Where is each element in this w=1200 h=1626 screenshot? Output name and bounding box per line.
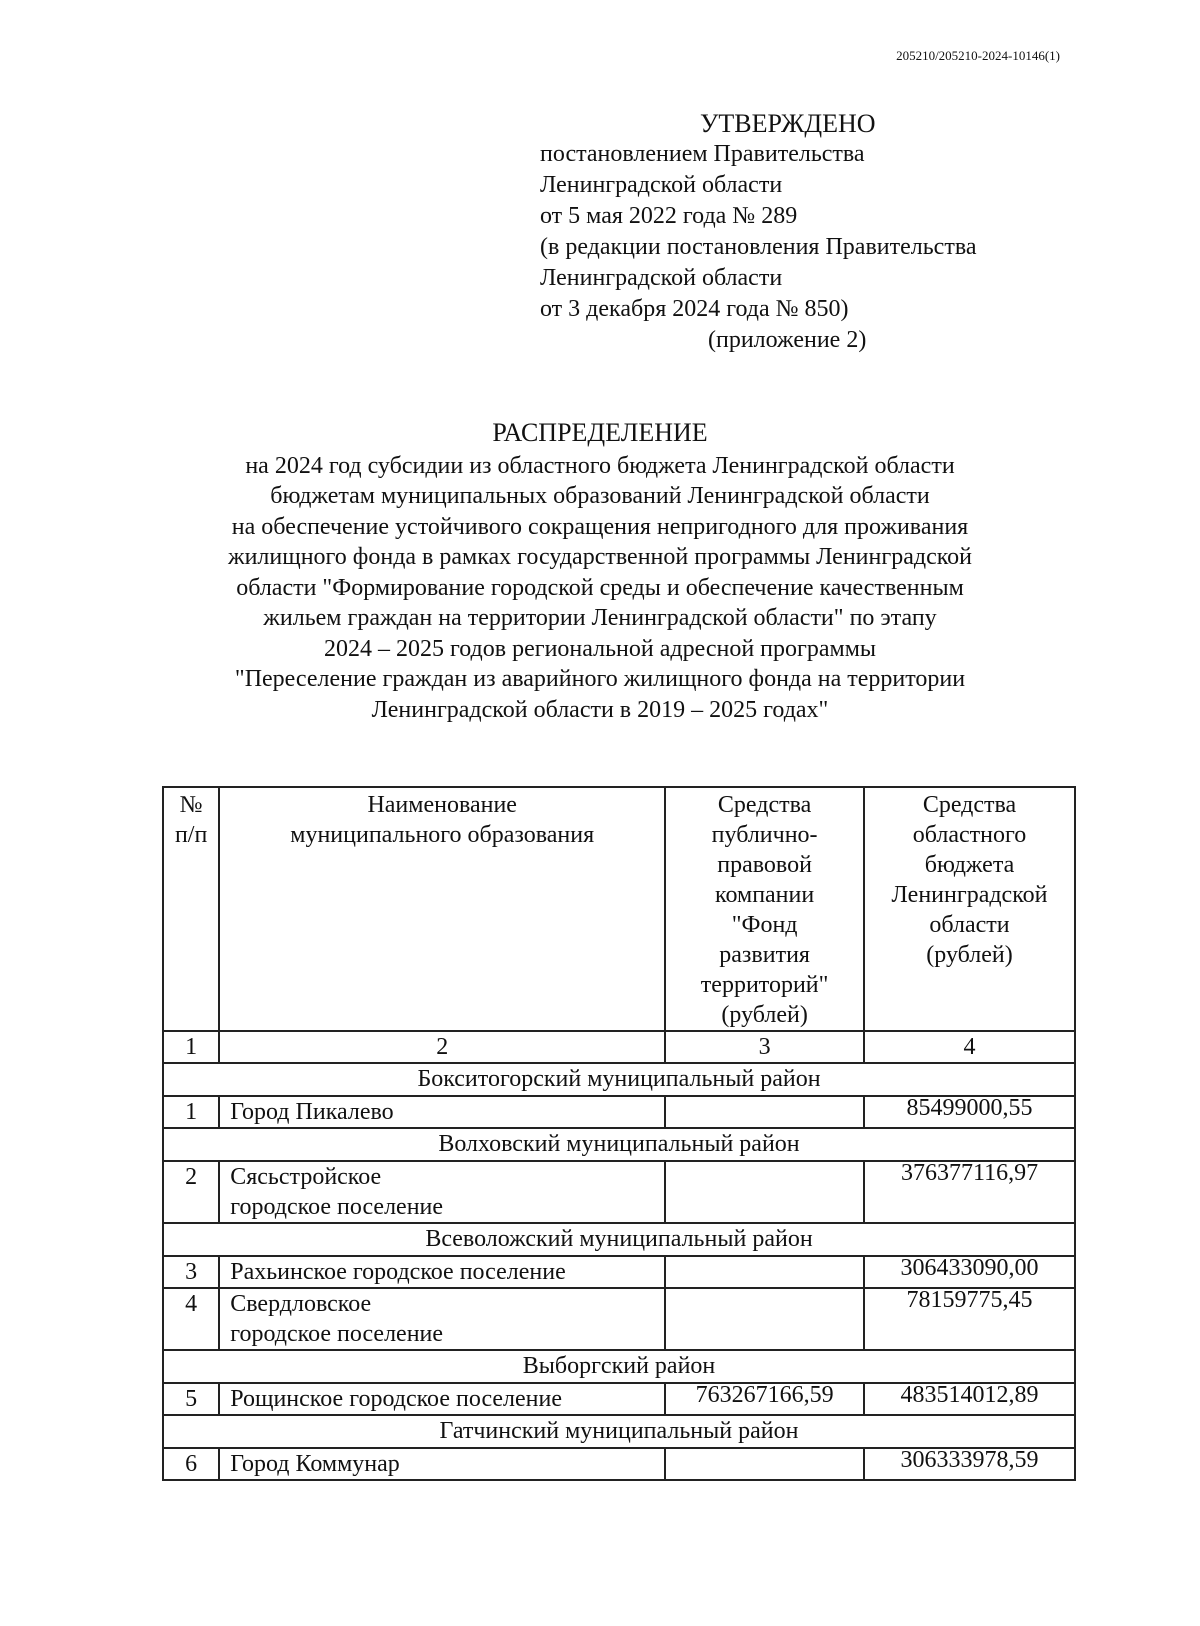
title-line: на 2024 год субсидии из областного бюджета Ленинградской области xyxy=(245,452,955,479)
column-index: 4 xyxy=(864,1031,1075,1063)
approval-line: постановлением Правительства xyxy=(540,141,865,167)
regional-amount: 85499000,55 xyxy=(864,1096,1075,1128)
header-num: № п/п xyxy=(163,787,219,1031)
municipality-name: Рахьинское городское поселение xyxy=(219,1256,665,1288)
distribution-table xyxy=(162,786,1076,1481)
approval-line: (в редакции постановления Правительства xyxy=(540,234,977,260)
municipality-name: Сясьстройское городское поселение xyxy=(219,1161,665,1223)
title-line: Ленинградской области в 2019 – 2025 годах" xyxy=(371,696,829,723)
fund-amount xyxy=(665,1288,864,1350)
row-number: 6 xyxy=(163,1448,219,1480)
column-index-row xyxy=(163,1031,1075,1063)
header-name: Наименование муниципального образования xyxy=(219,787,665,1031)
title-line: бюджетам муниципальных образований Ленинградской области xyxy=(270,483,930,509)
regional-amount: 483514012,89 xyxy=(864,1383,1075,1415)
document-title xyxy=(150,418,1050,725)
district-row xyxy=(163,1415,1075,1448)
district-row xyxy=(163,1350,1075,1383)
row-number: 5 xyxy=(163,1383,219,1415)
regional-amount: 78159775,45 xyxy=(864,1288,1075,1350)
approval-line: от 5 мая 2022 года № 289 xyxy=(540,203,798,229)
district-row xyxy=(163,1128,1075,1161)
fund-amount: 763267166,59 xyxy=(665,1383,864,1415)
district-name: Выборгский район xyxy=(163,1350,1075,1383)
table-row xyxy=(163,1383,1075,1415)
title-line: жилищного фонда в рамках государственной программы Ленинградской xyxy=(227,544,973,570)
document-code: 205210/205210-2024-10146(1) xyxy=(896,48,1060,63)
appendix-label: (приложение 2) xyxy=(708,327,867,353)
table-row xyxy=(163,1256,1075,1288)
regional-amount: 376377116,97 xyxy=(864,1161,1075,1223)
column-index: 3 xyxy=(665,1031,864,1063)
municipality-name: Город Пикалево xyxy=(219,1096,665,1128)
table-row xyxy=(163,1288,1075,1350)
approved-heading: УТВЕРЖДЕНО xyxy=(700,109,876,138)
column-index: 1 xyxy=(163,1031,219,1063)
table-row xyxy=(163,1161,1075,1223)
table-row xyxy=(163,1448,1075,1480)
title-line: 2024 – 2025 годов региональной адресной программы xyxy=(323,635,877,662)
title-heading: РАСПРЕДЕЛЕНИЕ xyxy=(492,418,708,447)
header-fund: Средства публично- правовой компании "Фонд развития территорий" (рублей) xyxy=(665,787,864,1031)
row-number: 2 xyxy=(163,1161,219,1223)
approval-line: от 3 декабря 2024 года № 850) xyxy=(540,296,849,322)
regional-amount: 306433090,00 xyxy=(864,1256,1075,1288)
row-number: 3 xyxy=(163,1256,219,1288)
title-line: на обеспечение устойчивого сокращения непригодного для проживания xyxy=(231,513,969,540)
municipality-name: Город Коммунар xyxy=(219,1448,665,1480)
title-line: "Переселение граждан из аварийного жилищного фонда на территории xyxy=(234,666,966,692)
approval-line: Ленинградской области xyxy=(540,172,783,198)
fund-amount xyxy=(665,1448,864,1480)
table-row xyxy=(163,1096,1075,1128)
district-name: Гатчинский муниципальный район xyxy=(163,1415,1075,1448)
district-name: Волховский муниципальный район xyxy=(163,1128,1075,1161)
fund-amount xyxy=(665,1096,864,1128)
title-line: области "Формирование городской среды и обеспечение качественным xyxy=(236,574,964,601)
header-regional: Средства областного бюджета Ленинградской области (рублей) xyxy=(864,787,1075,1031)
title-line: жильем граждан на территории Ленинградской области" по этапу xyxy=(263,605,937,631)
column-index: 2 xyxy=(219,1031,665,1063)
district-name: Бокситогорский муниципальный район xyxy=(163,1063,1075,1096)
fund-amount xyxy=(665,1161,864,1223)
municipality-name: Рощинское городское поселение xyxy=(219,1383,665,1415)
row-number: 1 xyxy=(163,1096,219,1128)
approval-stamp xyxy=(540,108,977,356)
table-header-row xyxy=(163,787,1075,1031)
district-row xyxy=(163,1223,1075,1256)
municipality-name: Свердловское городское поселение xyxy=(219,1288,665,1350)
fund-amount xyxy=(665,1256,864,1288)
regional-amount: 306333978,59 xyxy=(864,1448,1075,1480)
district-row xyxy=(163,1063,1075,1096)
row-number: 4 xyxy=(163,1288,219,1350)
district-name: Всеволожский муниципальный район xyxy=(163,1223,1075,1256)
approval-line: Ленинградской области xyxy=(540,265,783,291)
